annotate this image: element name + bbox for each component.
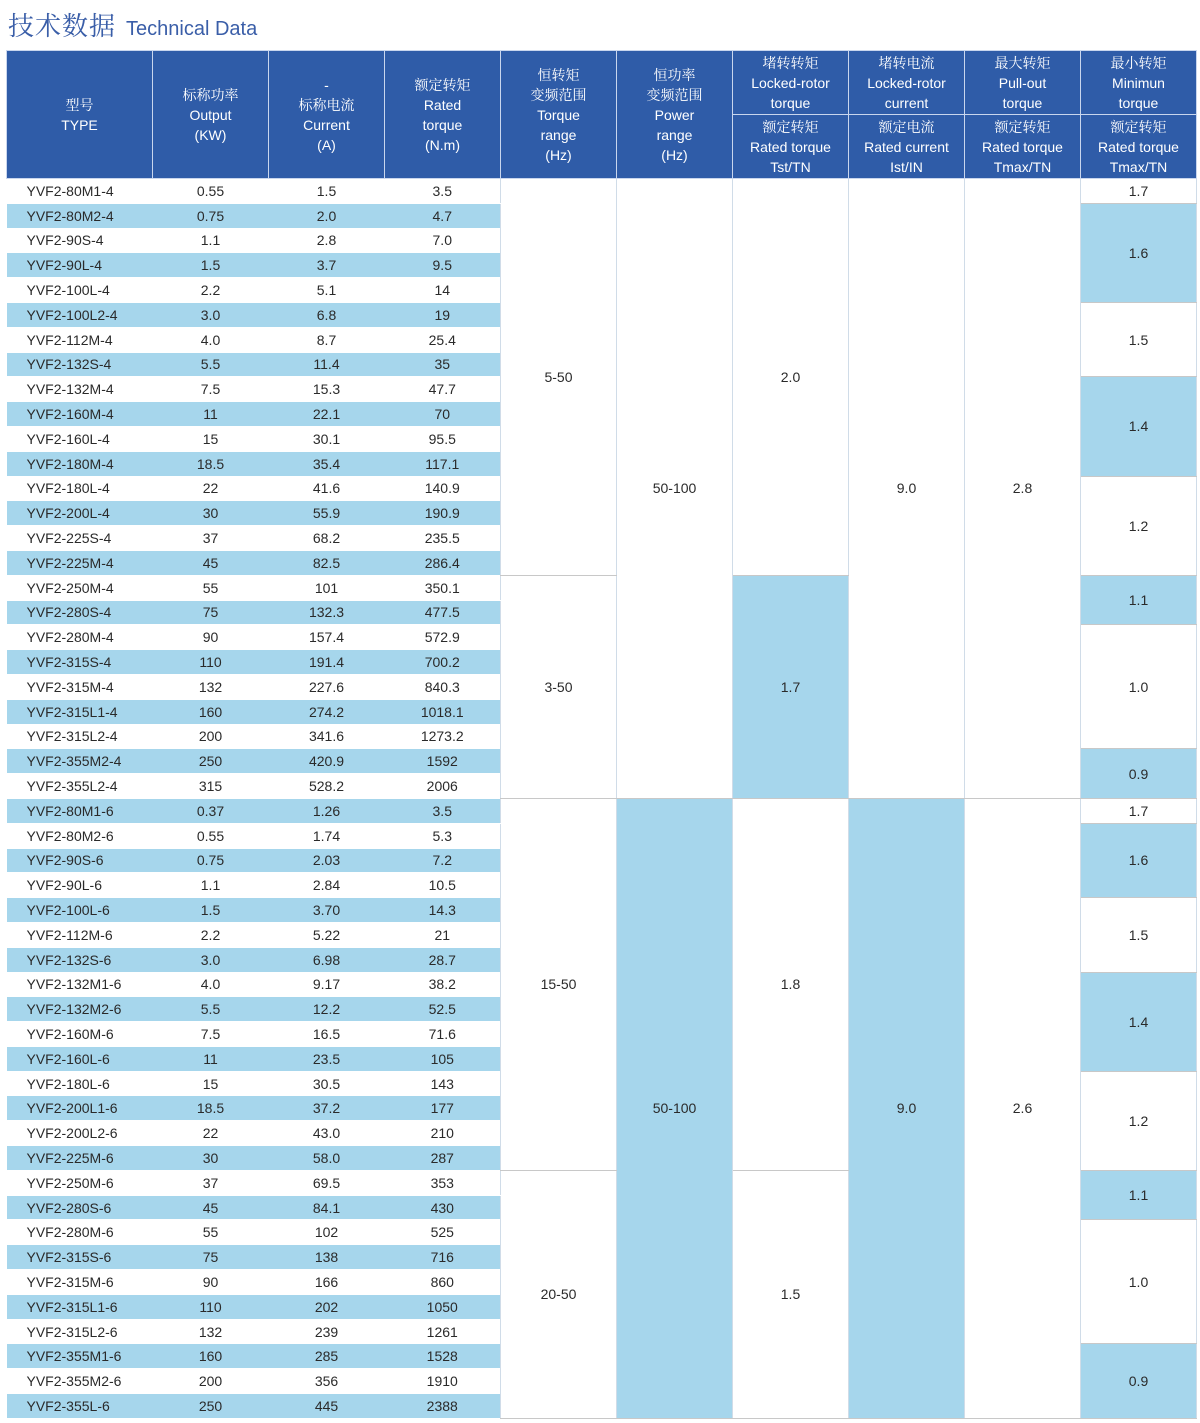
output-cell: 2.2 xyxy=(153,278,269,303)
minimum-group-cell: 1.1 xyxy=(1081,1170,1197,1220)
current-cell: 356 xyxy=(269,1369,385,1394)
current-cell: 3.7 xyxy=(269,253,385,278)
header-type: 型号 TYPE xyxy=(7,51,153,179)
power-range-group-cell: 50-100 xyxy=(617,798,733,1418)
output-cell: 3.0 xyxy=(153,947,269,972)
output-cell: 22 xyxy=(153,476,269,501)
locked-torque-group-cell: 1.5 xyxy=(733,1170,849,1418)
type-cell: YVF2-112M-4 xyxy=(7,327,153,352)
output-cell: 160 xyxy=(153,699,269,724)
current-cell: 138 xyxy=(269,1245,385,1270)
rated-torque-cell: 3.5 xyxy=(385,179,501,204)
output-cell: 90 xyxy=(153,625,269,650)
type-cell: YVF2-80M1-6 xyxy=(7,798,153,823)
output-cell: 0.75 xyxy=(153,848,269,873)
output-cell: 200 xyxy=(153,724,269,749)
current-cell: 37.2 xyxy=(269,1096,385,1121)
rated-torque-cell: 1018.1 xyxy=(385,699,501,724)
type-cell: YVF2-112M-6 xyxy=(7,922,153,947)
current-cell: 2.84 xyxy=(269,873,385,898)
rated-torque-cell: 70 xyxy=(385,402,501,427)
output-cell: 110 xyxy=(153,1294,269,1319)
rated-torque-cell: 21 xyxy=(385,922,501,947)
minimum-group-cell: 1.4 xyxy=(1081,377,1197,476)
type-cell: YVF2-225M-4 xyxy=(7,550,153,575)
rated-torque-cell: 716 xyxy=(385,1245,501,1270)
type-cell: YVF2-100L-6 xyxy=(7,898,153,923)
type-cell: YVF2-200L2-6 xyxy=(7,1121,153,1146)
current-cell: 8.7 xyxy=(269,327,385,352)
type-cell: YVF2-315M-4 xyxy=(7,674,153,699)
current-cell: 22.1 xyxy=(269,402,385,427)
rated-torque-cell: 700.2 xyxy=(385,650,501,675)
current-cell: 11.4 xyxy=(269,352,385,377)
table-row xyxy=(7,179,1197,204)
type-cell: YVF2-280S-6 xyxy=(7,1195,153,1220)
output-cell: 55 xyxy=(153,1220,269,1245)
output-cell: 4.0 xyxy=(153,972,269,997)
output-cell: 15 xyxy=(153,426,269,451)
locked-torque-group-cell: 2.0 xyxy=(733,179,849,576)
type-cell: YVF2-180L-6 xyxy=(7,1071,153,1096)
minimum-group-cell: 1.2 xyxy=(1081,1071,1197,1170)
rated-torque-cell: 1261 xyxy=(385,1319,501,1344)
rated-torque-cell: 35 xyxy=(385,352,501,377)
current-cell: 101 xyxy=(269,575,385,600)
current-cell: 285 xyxy=(269,1344,385,1369)
rated-torque-cell: 4.7 xyxy=(385,203,501,228)
current-cell: 239 xyxy=(269,1319,385,1344)
type-cell: YVF2-280M-6 xyxy=(7,1220,153,1245)
title-cn: 技术数据 xyxy=(8,11,117,41)
current-cell: 274.2 xyxy=(269,699,385,724)
output-cell: 45 xyxy=(153,550,269,575)
torque-range-group-cell: 3-50 xyxy=(501,575,617,798)
output-cell: 250 xyxy=(153,1394,269,1419)
type-cell: YVF2-132M-4 xyxy=(7,377,153,402)
output-cell: 75 xyxy=(153,600,269,625)
current-cell: 1.5 xyxy=(269,179,385,204)
current-cell: 55.9 xyxy=(269,501,385,526)
rated-torque-cell: 117.1 xyxy=(385,451,501,476)
current-cell: 1.26 xyxy=(269,798,385,823)
minimum-group-cell: 1.1 xyxy=(1081,575,1197,625)
current-cell: 191.4 xyxy=(269,650,385,675)
type-cell: YVF2-315L2-6 xyxy=(7,1319,153,1344)
output-cell: 3.0 xyxy=(153,302,269,327)
current-cell: 68.2 xyxy=(269,526,385,551)
header-power-range: 恒功率 变频范围 Power range (Hz) xyxy=(617,51,733,179)
type-cell: YVF2-200L-4 xyxy=(7,501,153,526)
page-title xyxy=(8,6,257,46)
header-torque-range: 恒转矩 变频范围 Torque range (Hz) xyxy=(501,51,617,179)
type-cell: YVF2-100L2-4 xyxy=(7,302,153,327)
type-cell: YVF2-90L-4 xyxy=(7,253,153,278)
output-cell: 1.5 xyxy=(153,253,269,278)
torque-range-group-cell: 20-50 xyxy=(501,1170,617,1418)
table-body xyxy=(7,179,1197,1419)
rated-torque-cell: 14 xyxy=(385,278,501,303)
output-cell: 30 xyxy=(153,1146,269,1171)
current-cell: 2.03 xyxy=(269,848,385,873)
header-pullout-ratio: 额定转矩 Rated torque Tmax/TN xyxy=(965,115,1081,179)
current-cell: 15.3 xyxy=(269,377,385,402)
current-cell: 528.2 xyxy=(269,774,385,799)
rated-torque-cell: 25.4 xyxy=(385,327,501,352)
locked-torque-group-cell: 1.8 xyxy=(733,798,849,1170)
header-pull-out-torque: 最大转矩 Pull-out torque xyxy=(965,51,1081,115)
output-cell: 250 xyxy=(153,749,269,774)
minimum-group-cell: 1.6 xyxy=(1081,203,1197,302)
output-cell: 2.2 xyxy=(153,922,269,947)
output-cell: 0.55 xyxy=(153,823,269,848)
current-cell: 5.1 xyxy=(269,278,385,303)
rated-torque-cell: 525 xyxy=(385,1220,501,1245)
type-cell: YVF2-250M-4 xyxy=(7,575,153,600)
output-cell: 132 xyxy=(153,674,269,699)
output-cell: 75 xyxy=(153,1245,269,1270)
rated-torque-cell: 1910 xyxy=(385,1369,501,1394)
rated-torque-cell: 9.5 xyxy=(385,253,501,278)
type-cell: YVF2-132S-6 xyxy=(7,947,153,972)
type-cell: YVF2-225S-4 xyxy=(7,526,153,551)
type-cell: YVF2-315M-6 xyxy=(7,1270,153,1295)
output-cell: 11 xyxy=(153,1046,269,1071)
minimum-group-cell: 1.7 xyxy=(1081,798,1197,823)
current-cell: 58.0 xyxy=(269,1146,385,1171)
type-cell: YVF2-315L1-6 xyxy=(7,1294,153,1319)
type-cell: YVF2-132M2-6 xyxy=(7,997,153,1022)
minimum-group-cell: 1.6 xyxy=(1081,823,1197,897)
current-cell: 420.9 xyxy=(269,749,385,774)
rated-torque-cell: 860 xyxy=(385,1270,501,1295)
rated-torque-cell: 2006 xyxy=(385,774,501,799)
output-cell: 7.5 xyxy=(153,1022,269,1047)
rated-torque-cell: 286.4 xyxy=(385,550,501,575)
minimum-group-cell: 1.5 xyxy=(1081,302,1197,376)
rated-torque-cell: 19 xyxy=(385,302,501,327)
current-cell: 23.5 xyxy=(269,1046,385,1071)
torque-range-group-cell: 5-50 xyxy=(501,179,617,576)
minimum-group-cell: 1.0 xyxy=(1081,625,1197,749)
current-cell: 1.74 xyxy=(269,823,385,848)
output-cell: 4.0 xyxy=(153,327,269,352)
technical-data-table xyxy=(6,50,1197,1419)
rated-torque-cell: 430 xyxy=(385,1195,501,1220)
type-cell: YVF2-355L-6 xyxy=(7,1394,153,1419)
current-cell: 157.4 xyxy=(269,625,385,650)
type-cell: YVF2-160L-6 xyxy=(7,1046,153,1071)
type-cell: YVF2-132S-4 xyxy=(7,352,153,377)
output-cell: 22 xyxy=(153,1121,269,1146)
power-range-group-cell: 50-100 xyxy=(617,179,733,799)
output-cell: 55 xyxy=(153,575,269,600)
current-cell: 69.5 xyxy=(269,1170,385,1195)
type-cell: YVF2-160M-6 xyxy=(7,1022,153,1047)
output-cell: 110 xyxy=(153,650,269,675)
output-cell: 15 xyxy=(153,1071,269,1096)
current-cell: 35.4 xyxy=(269,451,385,476)
locked-current-group-cell: 9.0 xyxy=(849,179,965,799)
type-cell: YVF2-315L1-4 xyxy=(7,699,153,724)
minimum-group-cell: 1.5 xyxy=(1081,898,1197,972)
rated-torque-cell: 1050 xyxy=(385,1294,501,1319)
header-output: 标称功率 Output (KW) xyxy=(153,51,269,179)
output-cell: 37 xyxy=(153,1170,269,1195)
output-cell: 132 xyxy=(153,1319,269,1344)
rated-torque-cell: 353 xyxy=(385,1170,501,1195)
rated-torque-cell: 210 xyxy=(385,1121,501,1146)
rated-torque-cell: 2388 xyxy=(385,1394,501,1419)
rated-torque-cell: 840.3 xyxy=(385,674,501,699)
header-minimum-ratio: 额定转矩 Rated torque Tmax/TN xyxy=(1081,115,1197,179)
output-cell: 7.5 xyxy=(153,377,269,402)
output-cell: 18.5 xyxy=(153,451,269,476)
locked-torque-group-cell: 1.7 xyxy=(733,575,849,798)
header-current: - 标称电流 Current (A) xyxy=(269,51,385,179)
rated-torque-cell: 235.5 xyxy=(385,526,501,551)
type-cell: YVF2-160L-4 xyxy=(7,426,153,451)
output-cell: 0.75 xyxy=(153,203,269,228)
current-cell: 9.17 xyxy=(269,972,385,997)
current-cell: 102 xyxy=(269,1220,385,1245)
current-cell: 132.3 xyxy=(269,600,385,625)
type-cell: YVF2-200L1-6 xyxy=(7,1096,153,1121)
output-cell: 315 xyxy=(153,774,269,799)
current-cell: 84.1 xyxy=(269,1195,385,1220)
type-cell: YVF2-80M2-6 xyxy=(7,823,153,848)
output-cell: 11 xyxy=(153,402,269,427)
output-cell: 37 xyxy=(153,526,269,551)
type-cell: YVF2-355M2-6 xyxy=(7,1369,153,1394)
current-cell: 227.6 xyxy=(269,674,385,699)
type-cell: YVF2-132M1-6 xyxy=(7,972,153,997)
header-locked-torque-ratio: 额定转矩 Rated torque Tst/TN xyxy=(733,115,849,179)
rated-torque-cell: 477.5 xyxy=(385,600,501,625)
rated-torque-cell: 52.5 xyxy=(385,997,501,1022)
output-cell: 5.5 xyxy=(153,997,269,1022)
rated-torque-cell: 7.0 xyxy=(385,228,501,253)
type-cell: YVF2-315L2-4 xyxy=(7,724,153,749)
header-locked-rotor-torque: 堵转转矩 Locked-rotor torque xyxy=(733,51,849,115)
type-cell: YVF2-90S-4 xyxy=(7,228,153,253)
rated-torque-cell: 47.7 xyxy=(385,377,501,402)
current-cell: 30.5 xyxy=(269,1071,385,1096)
current-cell: 6.98 xyxy=(269,947,385,972)
type-cell: YVF2-180L-4 xyxy=(7,476,153,501)
rated-torque-cell: 143 xyxy=(385,1071,501,1096)
type-cell: YVF2-355M2-4 xyxy=(7,749,153,774)
type-cell: YVF2-90S-6 xyxy=(7,848,153,873)
type-cell: YVF2-180M-4 xyxy=(7,451,153,476)
rated-torque-cell: 572.9 xyxy=(385,625,501,650)
output-cell: 1.5 xyxy=(153,898,269,923)
rated-torque-cell: 28.7 xyxy=(385,947,501,972)
current-cell: 30.1 xyxy=(269,426,385,451)
minimum-group-cell: 1.0 xyxy=(1081,1220,1197,1344)
current-cell: 2.0 xyxy=(269,203,385,228)
rated-torque-cell: 10.5 xyxy=(385,873,501,898)
type-cell: YVF2-355L2-4 xyxy=(7,774,153,799)
type-cell: YVF2-315S-4 xyxy=(7,650,153,675)
current-cell: 16.5 xyxy=(269,1022,385,1047)
type-cell: YVF2-80M2-4 xyxy=(7,203,153,228)
type-cell: YVF2-225M-6 xyxy=(7,1146,153,1171)
minimum-group-cell: 1.4 xyxy=(1081,972,1197,1071)
type-cell: YVF2-90L-6 xyxy=(7,873,153,898)
rated-torque-cell: 1592 xyxy=(385,749,501,774)
output-cell: 45 xyxy=(153,1195,269,1220)
header-locked-current-ratio: 额定电流 Rated current Ist/IN xyxy=(849,115,965,179)
current-cell: 12.2 xyxy=(269,997,385,1022)
rated-torque-cell: 177 xyxy=(385,1096,501,1121)
minimum-group-cell: 0.9 xyxy=(1081,749,1197,799)
rated-torque-cell: 350.1 xyxy=(385,575,501,600)
current-cell: 43.0 xyxy=(269,1121,385,1146)
type-cell: YVF2-280M-4 xyxy=(7,625,153,650)
rated-torque-cell: 14.3 xyxy=(385,898,501,923)
current-cell: 202 xyxy=(269,1294,385,1319)
output-cell: 18.5 xyxy=(153,1096,269,1121)
minimum-group-cell: 0.9 xyxy=(1081,1344,1197,1419)
output-cell: 160 xyxy=(153,1344,269,1369)
rated-torque-cell: 71.6 xyxy=(385,1022,501,1047)
type-cell: YVF2-250M-6 xyxy=(7,1170,153,1195)
minimum-group-cell: 1.7 xyxy=(1081,179,1197,204)
rated-torque-cell: 140.9 xyxy=(385,476,501,501)
current-cell: 341.6 xyxy=(269,724,385,749)
pullout-group-cell: 2.8 xyxy=(965,179,1081,799)
table-row xyxy=(7,798,1197,823)
current-cell: 445 xyxy=(269,1394,385,1419)
header-locked-rotor-current: 堵转电流 Locked-rotor current xyxy=(849,51,965,115)
output-cell: 30 xyxy=(153,501,269,526)
type-cell: YVF2-280S-4 xyxy=(7,600,153,625)
torque-range-group-cell: 15-50 xyxy=(501,798,617,1170)
rated-torque-cell: 105 xyxy=(385,1046,501,1071)
type-cell: YVF2-355M1-6 xyxy=(7,1344,153,1369)
output-cell: 1.1 xyxy=(153,228,269,253)
rated-torque-cell: 95.5 xyxy=(385,426,501,451)
minimum-group-cell: 1.2 xyxy=(1081,476,1197,575)
current-cell: 2.8 xyxy=(269,228,385,253)
current-cell: 5.22 xyxy=(269,922,385,947)
pullout-group-cell: 2.6 xyxy=(965,798,1081,1418)
current-cell: 3.70 xyxy=(269,898,385,923)
output-cell: 200 xyxy=(153,1369,269,1394)
locked-current-group-cell: 9.0 xyxy=(849,798,965,1418)
type-cell: YVF2-315S-6 xyxy=(7,1245,153,1270)
rated-torque-cell: 3.5 xyxy=(385,798,501,823)
rated-torque-cell: 5.3 xyxy=(385,823,501,848)
rated-torque-cell: 190.9 xyxy=(385,501,501,526)
output-cell: 90 xyxy=(153,1270,269,1295)
current-cell: 41.6 xyxy=(269,476,385,501)
rated-torque-cell: 7.2 xyxy=(385,848,501,873)
current-cell: 82.5 xyxy=(269,550,385,575)
current-cell: 166 xyxy=(269,1270,385,1295)
rated-torque-cell: 287 xyxy=(385,1146,501,1171)
title-en: Technical Data xyxy=(126,18,258,40)
type-cell: YVF2-160M-4 xyxy=(7,402,153,427)
output-cell: 0.55 xyxy=(153,179,269,204)
rated-torque-cell: 1273.2 xyxy=(385,724,501,749)
current-cell: 6.8 xyxy=(269,302,385,327)
output-cell: 0.37 xyxy=(153,798,269,823)
header-minimum-torque: 最小转矩 Minimun torque xyxy=(1081,51,1197,115)
type-cell: YVF2-80M1-4 xyxy=(7,179,153,204)
rated-torque-cell: 1528 xyxy=(385,1344,501,1369)
header-rated-torque: 额定转矩 Rated torque (N.m) xyxy=(385,51,501,179)
output-cell: 1.1 xyxy=(153,873,269,898)
rated-torque-cell: 38.2 xyxy=(385,972,501,997)
type-cell: YVF2-100L-4 xyxy=(7,278,153,303)
output-cell: 5.5 xyxy=(153,352,269,377)
